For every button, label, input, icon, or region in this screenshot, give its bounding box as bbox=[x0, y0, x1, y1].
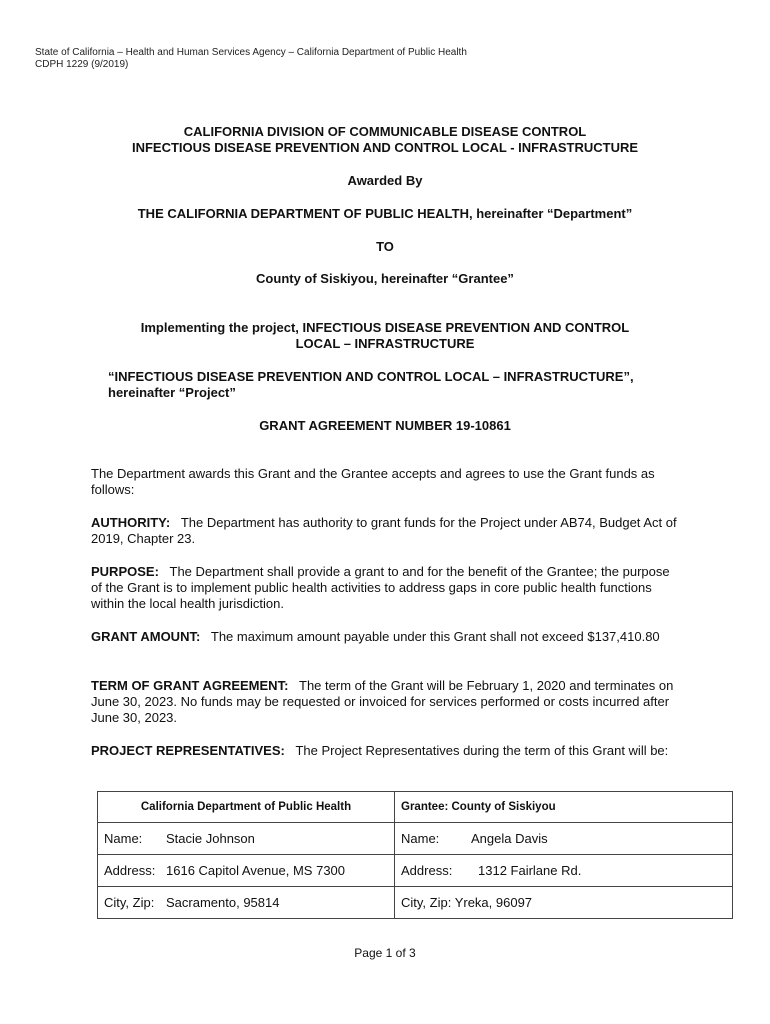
cdph-cityzip: Sacramento, 95814 bbox=[166, 895, 280, 910]
form-id: CDPH 1229 (9/2019) bbox=[35, 59, 129, 70]
agency-header-line: State of California – Health and Human Services Agency – California Department of Public Health bbox=[35, 47, 467, 58]
cdph-address-cell bbox=[98, 855, 395, 887]
grant-amount-paragraph bbox=[91, 629, 681, 645]
grantee-name-cell bbox=[395, 823, 733, 855]
grantee-address: 1312 Fairlane Rd. bbox=[478, 863, 582, 878]
representatives-label: PROJECT REPRESENTATIVES: bbox=[91, 743, 285, 758]
title-line-2: INFECTIOUS DISEASE PREVENTION AND CONTROL LOCAL - INFRASTRUCTURE bbox=[131, 140, 639, 155]
intro-paragraph: The Department awards this Grant and the Grantee accepts and agrees to use the Grant funds as follows: bbox=[91, 466, 655, 497]
term-text: The term of the Grant will be February 1, 2020 and terminates on June 30, 2023. No funds may be requested or invoiced for services performed or costs incurred after June 30, 2023. bbox=[91, 678, 674, 725]
representatives-table bbox=[97, 791, 733, 919]
grantee-address-cell bbox=[395, 855, 733, 887]
grant-amount-text: The maximum amount payable under this Grant shall not exceed $137,410.80 bbox=[210, 629, 660, 644]
grant-amount-label: GRANT AMOUNT: bbox=[91, 629, 201, 644]
table-header-row bbox=[98, 792, 733, 823]
to-line: TO bbox=[376, 239, 394, 254]
cdph-cityzip-cell bbox=[98, 887, 395, 919]
agreement-number: GRANT AGREEMENT NUMBER 19-10861 bbox=[259, 418, 511, 433]
cdph-name: Stacie Johnson bbox=[166, 831, 255, 846]
table-row bbox=[98, 855, 733, 887]
grantee-cityzip-cell bbox=[395, 887, 733, 919]
project-line-2: hereinafter “Project” bbox=[108, 385, 236, 400]
table-row bbox=[98, 887, 733, 919]
representatives-paragraph bbox=[91, 743, 681, 759]
implementing-line-1: Implementing the project, INFECTIOUS DISEASE PREVENTION AND CONTROL bbox=[140, 320, 630, 335]
cdph-column-header: California Department of Public Health bbox=[98, 792, 395, 823]
address-label: Address: bbox=[401, 863, 453, 878]
authority-text: The Department has authority to grant funds for the Project under AB74, Budget Act of 2019, Chapter 23. bbox=[91, 515, 677, 546]
term-label: TERM OF GRANT AGREEMENT: bbox=[91, 678, 289, 693]
name-label: Name: bbox=[104, 831, 143, 846]
representatives-text: The Project Representatives during the term of this Grant will be: bbox=[295, 743, 669, 758]
cdph-address: 1616 Capitol Avenue, MS 7300 bbox=[166, 863, 346, 878]
cdph-name-cell bbox=[98, 823, 395, 855]
grantee-name: Angela Davis bbox=[471, 831, 548, 846]
name-label: Name: bbox=[401, 831, 440, 846]
awarded-by: Awarded By bbox=[347, 173, 423, 188]
project-line-1: “INFECTIOUS DISEASE PREVENTION AND CONTROL LOCAL – INFRASTRUCTURE”, bbox=[108, 369, 634, 384]
purpose-label: PURPOSE: bbox=[91, 564, 159, 579]
address-label: Address: bbox=[104, 863, 156, 878]
title-line-1: CALIFORNIA DIVISION OF COMMUNICABLE DISEASE CONTROL bbox=[183, 124, 587, 139]
cityzip-label: City, Zip: bbox=[104, 895, 155, 910]
department-line: THE CALIFORNIA DEPARTMENT OF PUBLIC HEALTH, hereinafter “Department” bbox=[137, 206, 633, 221]
authority-paragraph bbox=[91, 515, 681, 547]
grantee-cityzip: City, Zip: Yreka, 96097 bbox=[401, 895, 533, 910]
grantee-column-header: Grantee: County of Siskiyou bbox=[395, 792, 733, 823]
term-paragraph bbox=[91, 678, 681, 726]
page-number: Page 1 of 3 bbox=[354, 946, 416, 960]
purpose-paragraph bbox=[91, 564, 681, 612]
purpose-text: The Department shall provide a grant to and for the benefit of the Grantee; the purpose of the Grant is to implement public health activities to address gaps in core public health functions within the local health jurisdiction. bbox=[91, 564, 670, 611]
implementing-line-2: LOCAL – INFRASTRUCTURE bbox=[295, 336, 475, 351]
authority-label: AUTHORITY: bbox=[91, 515, 171, 530]
grantee-line: County of Siskiyou, hereinafter “Grantee” bbox=[256, 271, 514, 286]
table-row bbox=[98, 823, 733, 855]
